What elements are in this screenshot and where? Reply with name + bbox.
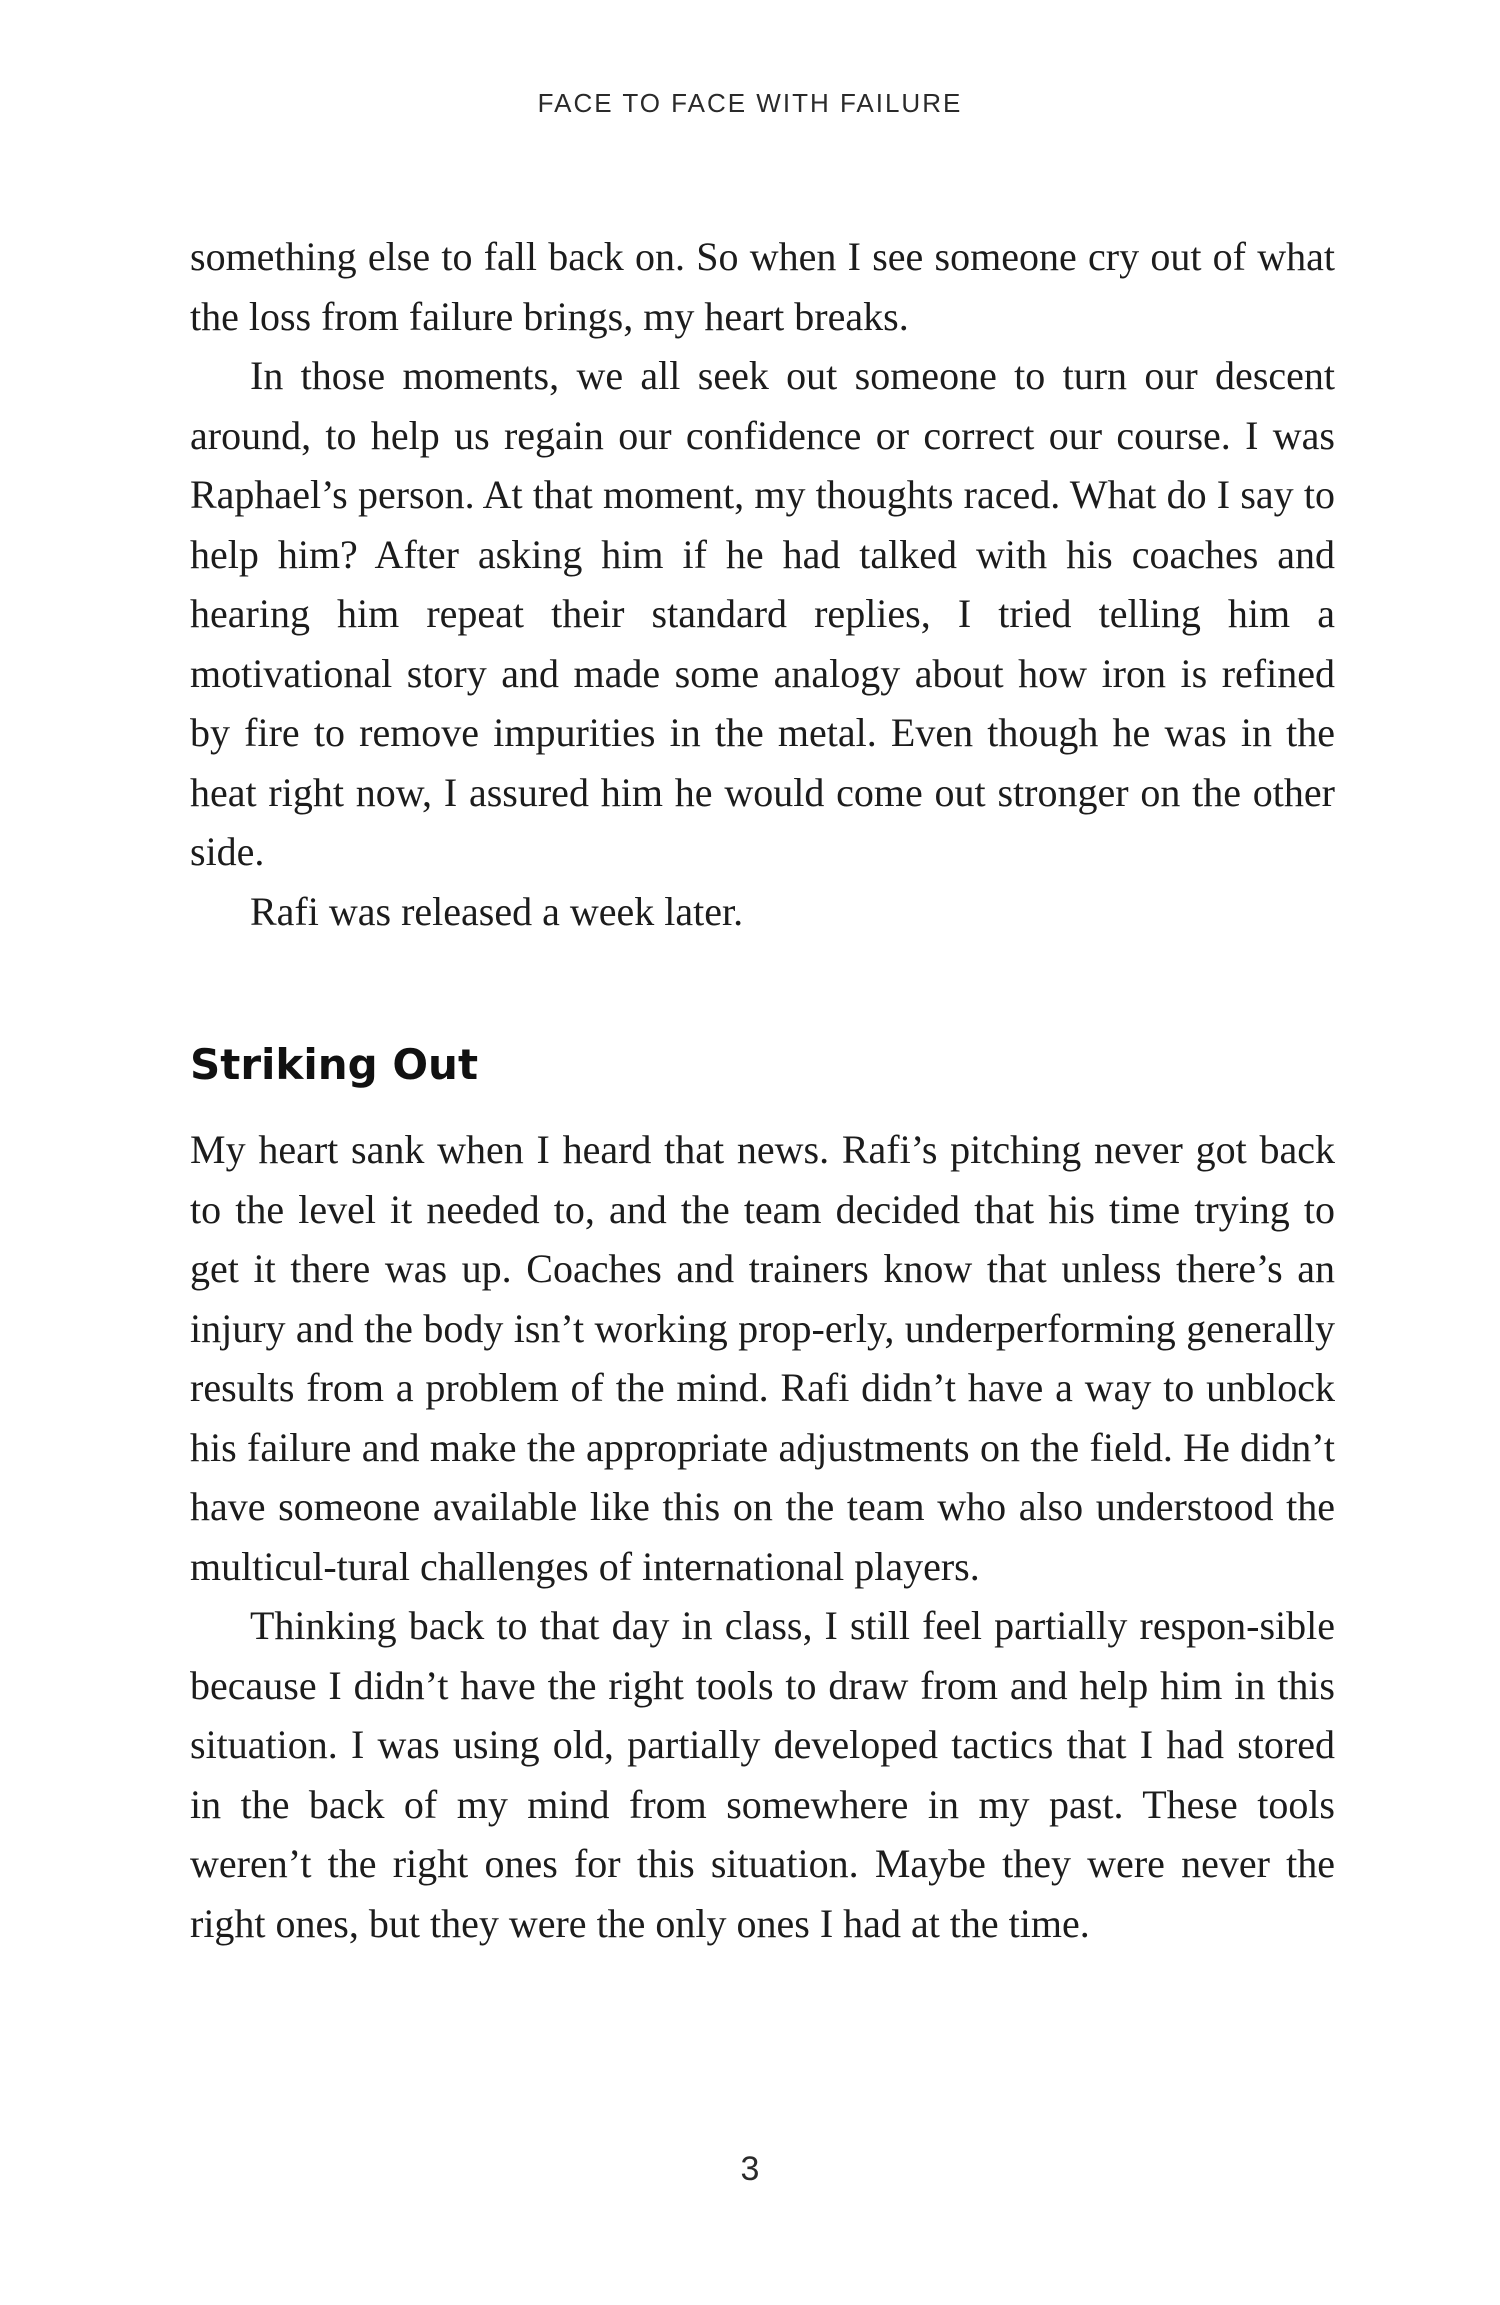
page-number: 3	[740, 2150, 760, 2188]
running-head: FACE TO FACE WITH FAILURE	[537, 88, 963, 118]
paragraph-continuation: something else to fall back on. So when I see someone cry out of what the loss from failure brings, my heart breaks.	[190, 234, 1335, 339]
paragraph-raphael: In those moments, we all seek out someone to turn our descent around, to help us regain our confidence or correct our course. I was Raphael’s person. At that moment, my thoughts raced. What do I say to help him? After asking him if he had talked with his coaches and hearing him repeat their standard replies, I tried telling him a motivational story and made some analogy about how iron is refined by fire to remove impurities in the metal. Even though he was in the heat right now, I assured him he would come out stronger on the other side.	[190, 353, 1335, 874]
body-text-after-heading	[190, 1120, 1335, 1953]
paragraph-thinking-back: Thinking back to that day in class, I still feel partially respon-sible because I didn’t have the right tools to draw from and help him in this situation. I was using old, partially developed tactics that I had stored in the back of my mind from somewhere in my past. These tools weren’t the right ones for this situation. Maybe they were never the right ones, but they were the only ones I had at the time.	[190, 1603, 1335, 1946]
section-heading: Striking Out	[190, 1040, 479, 1089]
paragraph-release: Rafi was released a week later.	[250, 888, 744, 934]
paragraph-heart-sank: My heart sank when I heard that news. Rafi’s pitching never got back to the level it needed to, and the team decided that his time trying to get it there was up. Coaches and trainers know that unless there’s an injury and the body isn’t working prop-erly, underperforming generally results from a problem of the mind. Rafi didn’t have a way to unblock his failure and make the appropriate adjustments on the field. He didn’t have someone available like this on the team who also understood the multicul-tural challenges of international players.	[190, 1127, 1335, 1589]
body-text-before-heading	[190, 227, 1335, 941]
